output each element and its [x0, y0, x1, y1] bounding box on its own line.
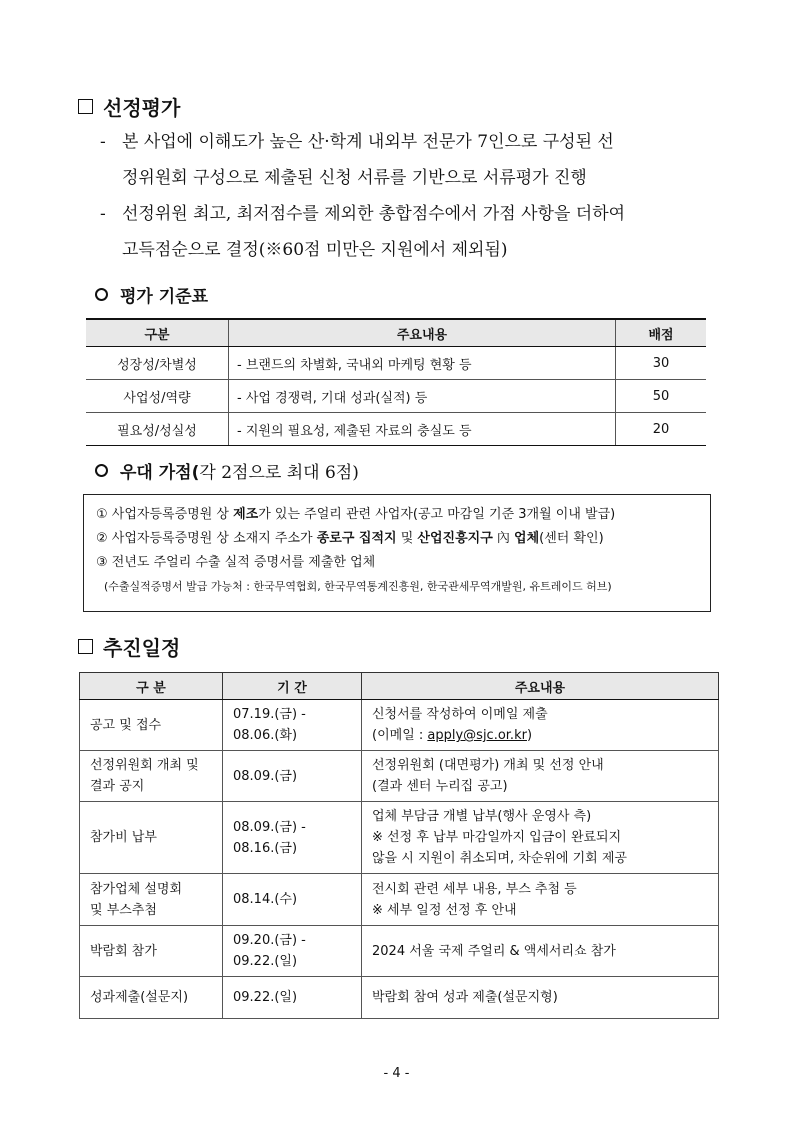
schedule-content: 박람회 참여 성과 제출(설문지형)	[362, 977, 719, 1019]
schedule-content: 선정위원회 (대면평가) 개최 및 선정 안내 (결과 센터 누리집 공고)	[362, 751, 719, 802]
criteria-table	[86, 318, 706, 446]
schedule-period: 08.09.(금)	[223, 751, 362, 802]
checkbox-square-icon	[78, 99, 93, 114]
schedule-name: 박람회 참가	[80, 926, 223, 977]
table-row	[80, 751, 719, 802]
schedule-name: 선정위원회 개최 및 결과 공지	[80, 751, 223, 802]
bonus-box	[83, 494, 711, 612]
table-row	[86, 380, 706, 413]
email-link[interactable]: apply@sjc.or.kr	[427, 728, 527, 743]
table-header-row	[80, 673, 719, 700]
bullet-continuation: 정위원회 구성으로 제출된 신청 서류를 기반으로 서류평가 진행	[122, 168, 587, 188]
table-row	[80, 700, 719, 751]
table-row	[86, 347, 706, 380]
selection-description	[100, 124, 740, 268]
bonus-item: ③ 전년도 주얼리 수출 실적 증명서를 제출한 업체	[96, 555, 376, 570]
section-heading-selection	[78, 92, 180, 121]
criteria-content: - 사업 경쟁력, 기대 성과(실적) 등	[229, 380, 616, 413]
bullet-item: - 선정위원 최고, 최저점수를 제외한 총합점수에서 가점 사항을 더하여	[100, 204, 626, 224]
column-header: 주요내용	[362, 673, 719, 700]
schedule-content: 신청서를 작성하여 이메일 제출 (이메일 : apply@sjc.or.kr)	[362, 700, 719, 751]
schedule-period: 08.14.(수)	[223, 874, 362, 926]
schedule-content: 전시회 관련 세부 내용, 부스 추첨 등 ※ 세부 일정 선정 후 안내	[362, 874, 719, 926]
schedule-period: 09.22.(일)	[223, 977, 362, 1019]
table-header-row	[86, 319, 706, 347]
section-title: 추진일정	[103, 636, 181, 660]
table-row	[80, 802, 719, 874]
table-row	[80, 926, 719, 977]
bonus-item: ① 사업자등록증명원 상 제조가 있는 주얼리 관련 사업자(공고 마감일 기준 3개월 이내 발급)	[96, 507, 616, 522]
section-heading-schedule	[78, 632, 180, 661]
column-header: 구 분	[80, 673, 223, 700]
bullet-item: - 본 사업에 이해도가 높은 산·학계 내외부 전문가 7인으로 구성된 선	[100, 132, 614, 152]
column-header: 구분	[86, 319, 229, 347]
page-number: - 4 -	[383, 1066, 410, 1081]
schedule-period: 09.20.(금) - 09.22.(일)	[223, 926, 362, 977]
column-header: 기 간	[223, 673, 362, 700]
schedule-content: 업체 부담금 개별 납부(행사 운영사 측) ※ 선정 후 납부 마감일까지 입금이 완료되지 않을 시 지원이 취소되며, 차순위에 기회 제공	[362, 802, 719, 874]
criteria-score: 20	[616, 413, 707, 446]
column-header: 주요내용	[229, 319, 616, 347]
schedule-name: 참가업체 설명회 및 부스추첨	[80, 874, 223, 926]
schedule-name: 공고 및 접수	[80, 700, 223, 751]
bonus-heading: 우대 가점( 각 2점으로 최대 6점)	[95, 458, 359, 483]
schedule-period: 08.09.(금) - 08.16.(금)	[223, 802, 362, 874]
schedule-name: 성과제출(설문지)	[80, 977, 223, 1019]
schedule-name: 참가비 납부	[80, 802, 223, 874]
schedule-table	[79, 672, 719, 1019]
table-row	[86, 413, 706, 446]
criteria-heading: 평가 기준표	[95, 282, 208, 307]
section-title: 선정평가	[103, 96, 181, 120]
table-row	[80, 874, 719, 926]
schedule-period: 07.19.(금) - 08.06.(화)	[223, 700, 362, 751]
schedule-content: 2024 서울 국제 주얼리 & 액세서리쇼 참가	[362, 926, 719, 977]
criteria-content: - 지원의 필요성, 제출된 자료의 충실도 등	[229, 413, 616, 446]
circle-bullet-icon	[95, 288, 108, 301]
column-header: 배점	[616, 319, 707, 347]
criteria-category: 필요성/성실성	[86, 413, 229, 446]
bonus-item: ② 사업자등록증명원 상 소재지 주소가 종로구 집적지 및 산업진흥지구 內 업체(센터 확인)	[96, 531, 604, 546]
circle-bullet-icon	[95, 464, 108, 477]
criteria-category: 성장성/차별성	[86, 347, 229, 380]
bullet-continuation: 고득점순으로 결정(※60점 미만은 지원에서 제외됨)	[122, 240, 508, 260]
bonus-note: (수출실적증명서 발급 가능처 : 한국무역협회, 한국무역통계진흥원, 한국관세무역개발원, 유트레이드 허브)	[104, 580, 612, 593]
criteria-score: 50	[616, 380, 707, 413]
table-row	[80, 977, 719, 1019]
criteria-category: 사업성/역량	[86, 380, 229, 413]
criteria-content: - 브랜드의 차별화, 국내외 마케팅 현황 등	[229, 347, 616, 380]
criteria-score: 30	[616, 347, 707, 380]
checkbox-square-icon	[78, 639, 93, 654]
